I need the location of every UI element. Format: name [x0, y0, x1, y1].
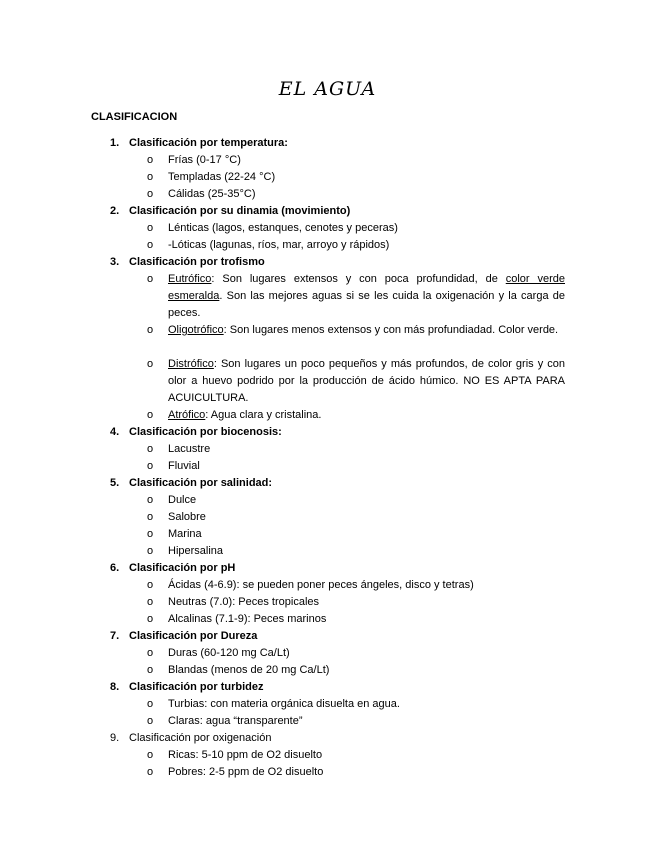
document-title: EL AGUA [278, 78, 377, 100]
list-item-text: Dulce [168, 494, 197, 506]
entry-text: : Son lugares un poco pequeños y más profundos, de color gris y con olor a huevo podrido por la producción de ácido húmico. NO ES APTA PARA ACUICULTURA. [168, 358, 565, 404]
bullet-icon: o [147, 528, 154, 540]
list-item-text: Salobre [168, 511, 206, 523]
category-label: Clasificación por Dureza [129, 630, 258, 642]
bullet-icon: o [147, 460, 154, 472]
bullet-icon: o [147, 545, 154, 557]
trofism-entry-oligotrofico [168, 322, 565, 339]
list-item-text: Marina [168, 528, 202, 540]
category-number: 4. [110, 426, 120, 438]
list-item-text: Ricas: 5-10 ppm de O2 disuelto [168, 749, 323, 761]
term-label: Eutrófico [168, 273, 212, 285]
category-label: Clasificación por su dinamia (movimiento) [129, 205, 351, 217]
term-label: Oligotrófico [168, 324, 224, 336]
trofism-entry-distrofico [168, 356, 565, 407]
bullet-icon: o [147, 749, 154, 761]
category-label: Clasificación por pH [129, 562, 236, 574]
category-number: 6. [110, 562, 120, 574]
list-item-text: Ácidas (4-6.9): se pueden poner peces ángeles, disco y tetras) [168, 579, 474, 591]
bullet-icon: o [147, 443, 154, 455]
list-item-text: Hipersalina [168, 545, 224, 557]
category-label: Clasificación por oxigenación [129, 732, 272, 744]
category-number: 5. [110, 477, 120, 489]
category-label: Clasificación por temperatura: [129, 137, 288, 149]
list-item-text: Turbias: con materia orgánica disuelta en agua. [168, 698, 400, 710]
entry-text: . Son las mejores aguas si se les cuida la oxigenación y la carga de peces. [168, 290, 565, 319]
entry-text: : Son lugares menos extensos y con más profundiadad. Color verde. [223, 324, 559, 336]
list-item-text: Lénticas (lagos, estanques, cenotes y peceras) [168, 222, 398, 234]
list-item-text: Frías (0-17 °C) [168, 154, 241, 166]
bullet-icon: o [147, 596, 154, 608]
list-item-text: -Lóticas (lagunas, ríos, mar, arroyo y rápidos) [168, 239, 390, 251]
bullet-icon: o [147, 715, 154, 727]
bullet-icon: o [147, 154, 154, 166]
list-item-text: Duras (60-120 mg Ca/Lt) [168, 647, 290, 659]
bullet-icon: o [147, 664, 154, 676]
list-item-text: Neutras (7.0): Peces tropicales [168, 596, 320, 608]
bullet-icon: o [147, 188, 154, 200]
entry-text: : Agua clara y cristalina. [205, 409, 322, 421]
list-item-text: Templadas (22-24 °C) [168, 171, 276, 183]
entry-text: : Son lugares extensos y con poca profundidad, de [211, 273, 506, 285]
category-number: 3. [110, 256, 120, 268]
bullet-icon: o [147, 579, 154, 591]
bullet-icon: o [147, 273, 154, 285]
list-item-text: Alcalinas (7.1-9): Peces marinos [168, 613, 327, 625]
bullet-icon: o [147, 222, 154, 234]
bullet-icon: o [147, 511, 154, 523]
bullet-icon: o [147, 698, 154, 710]
list-item-text: Lacustre [168, 443, 211, 455]
bullet-icon: o [147, 239, 154, 251]
list-item-text: Blandas (menos de 20 mg Ca/Lt) [168, 664, 330, 676]
bullet-icon: o [147, 494, 154, 506]
trofism-entry-eutrofico [168, 271, 565, 322]
bullet-icon: o [147, 409, 154, 421]
category-label: Clasificación por turbidez [129, 681, 264, 693]
list-item-text: Pobres: 2-5 ppm de O2 disuelto [168, 766, 324, 778]
term-label: Distrófico [168, 358, 214, 370]
bullet-icon: o [147, 647, 154, 659]
list-item-text: Cálidas (25-35°C) [168, 188, 256, 200]
bullet-icon: o [147, 358, 154, 370]
category-number: 7. [110, 630, 120, 642]
category-label: Clasificación por biocenosis: [129, 426, 282, 438]
category-number: 9. [110, 732, 120, 744]
trofism-entry-atrofico [168, 407, 565, 424]
bullet-icon: o [147, 171, 154, 183]
category-label: Clasificación por trofismo [129, 256, 265, 268]
list-item-text: Fluvial [168, 460, 200, 472]
term-label: Atrófico [168, 409, 206, 421]
category-number: 2. [110, 205, 120, 217]
bullet-icon: o [147, 766, 154, 778]
category-number: 8. [110, 681, 120, 693]
category-label: Clasificación por salinidad: [129, 477, 273, 489]
category-number: 1. [110, 137, 120, 149]
section-heading: CLASIFICACION [91, 111, 178, 123]
list-item-text: Claras: agua “transparente” [168, 715, 303, 727]
bullet-icon: o [147, 613, 154, 625]
bullet-icon: o [147, 324, 154, 336]
highlight-text: color verde esmeralda [168, 273, 565, 302]
